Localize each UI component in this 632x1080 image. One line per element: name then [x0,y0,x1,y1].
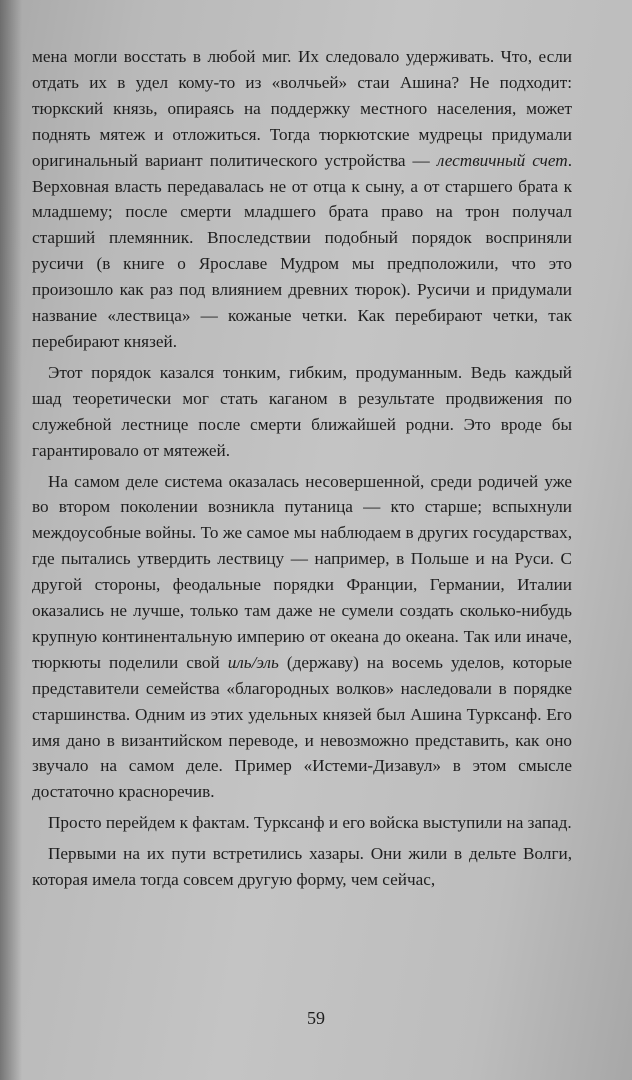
paragraph-2 [32,360,572,464]
paragraph-2-text: Этот порядок казался тонким, гибким, продуманным. Ведь каждый шад теоретически мог стать каганом в результате продвижения по служебной лестнице после смерти ближайшей родни. Это вроде бы гарантировало от мятежей. [32,362,572,460]
paragraph-1-text-b: . Верховная власть передавалась не от отца к сыну, а от старшего брата к младшему; после смерти младшего брата право на трон получал старший племянник. Впоследствии подобный порядок восприняли русичи (в книге о Ярославе Мудром мы предположили, что это произошло как раз под влиянием древних тюрок). Русичи и придумали название «лествица» — кожаные четки. Как перебирают четки, так перебирают князей. [32,150,572,351]
paragraph-3-text-a: На самом деле система оказалась несовершенной, среди родичей уже во втором поколении возникла путаница — кто старше; вспыхнули междоусобные войны. То же самое мы наблюдаем в других государствах, где пытались утвердить лествицу — например, в Польше и на Руси. С другой стороны, феодальные порядки Франции, Германии, Италии оказались не лучше, только там даже не сумели создать сколько-нибудь крупную континентальную империю от океана до океана. Так или иначе, тюркюты поделили свой [32,471,572,672]
page-number: 59 [307,1008,325,1028]
page-gutter-shadow [0,0,22,1080]
paragraph-3-italic-term: иль/эль [227,652,279,672]
paragraph-1-italic-term: лествичный счет [436,150,568,170]
paragraph-3 [32,469,572,806]
paragraph-5 [32,841,572,893]
paragraph-3-text-b: (державу) на восемь уделов, которые представители семейства «благородных волков» наследовали в порядке старшинства. Одним из этих удельных князей был Ашина Турксанф. Его имя дано в византийском переводе, и невозможно представить, как оно звучало на самом деле. Пример «Истеми-Дизавул» в этом смысле достаточно красноречив. [32,652,572,802]
body-text [32,44,572,893]
paragraph-1 [32,44,572,355]
paragraph-5-text: Первыми на их пути встретились хазары. Они жили в дельте Волги, которая имела тогда совсем другую форму, чем сейчас, [32,844,572,890]
paragraph-4 [32,810,572,836]
paragraph-4-text: Просто перейдем к фактам. Турксанф и его войска выступили на запад. [48,813,572,833]
paragraph-1-text-a: мена могли восстать в любой миг. Их следовало удерживать. Что, если отдать их в удел кому-то из «волчьей» стаи Ашина? Не подходит: тюркский князь, опираясь на поддержку местного населения, может поднять мятеж и отложиться. Тогда тюркютские мудрецы придумали оригинальный вариант политического устройства — [32,47,572,170]
